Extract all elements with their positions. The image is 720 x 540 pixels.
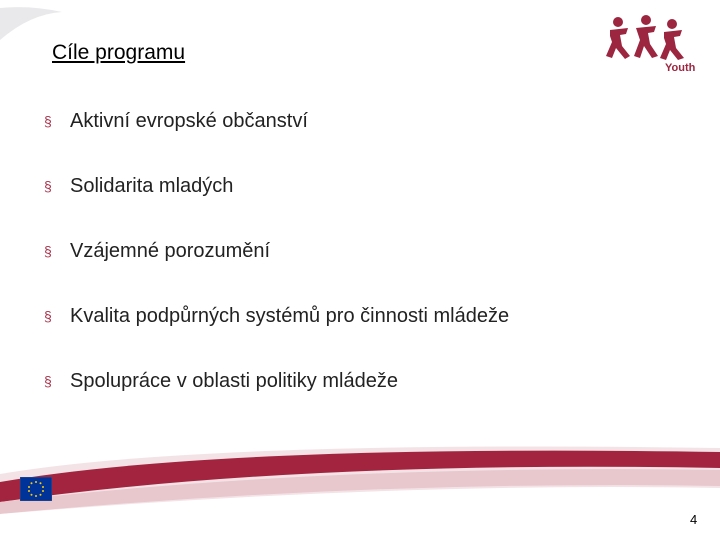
bullet-marker-icon: § bbox=[44, 243, 52, 259]
list-item bbox=[44, 236, 509, 266]
bullet-marker-icon: § bbox=[44, 373, 52, 389]
bottom-band-decoration bbox=[0, 430, 720, 540]
youth-logo-text: Youth bbox=[665, 62, 696, 74]
bullet-text: Kvalita podpůrných systémů pro činnosti mládeže bbox=[70, 304, 510, 327]
slide-title: Cíle programu bbox=[52, 41, 186, 64]
eu-flag-icon bbox=[20, 477, 52, 501]
bullet-marker-icon: § bbox=[44, 178, 52, 194]
bullet-marker-icon: § bbox=[44, 113, 52, 129]
bullet-marker-icon: § bbox=[44, 308, 52, 324]
bullet-text: Spolupráce v oblasti politiky mládeže bbox=[70, 369, 398, 392]
bullet-list bbox=[44, 106, 509, 431]
list-item bbox=[44, 366, 509, 396]
bullet-text: Solidarita mladých bbox=[70, 174, 234, 197]
list-item bbox=[44, 171, 509, 201]
page-number: 4 bbox=[690, 512, 698, 527]
list-item bbox=[44, 301, 509, 331]
bullet-text: Vzájemné porozumění bbox=[70, 239, 271, 262]
bullet-text: Aktivní evropské občanství bbox=[70, 109, 308, 132]
list-item bbox=[44, 106, 509, 136]
